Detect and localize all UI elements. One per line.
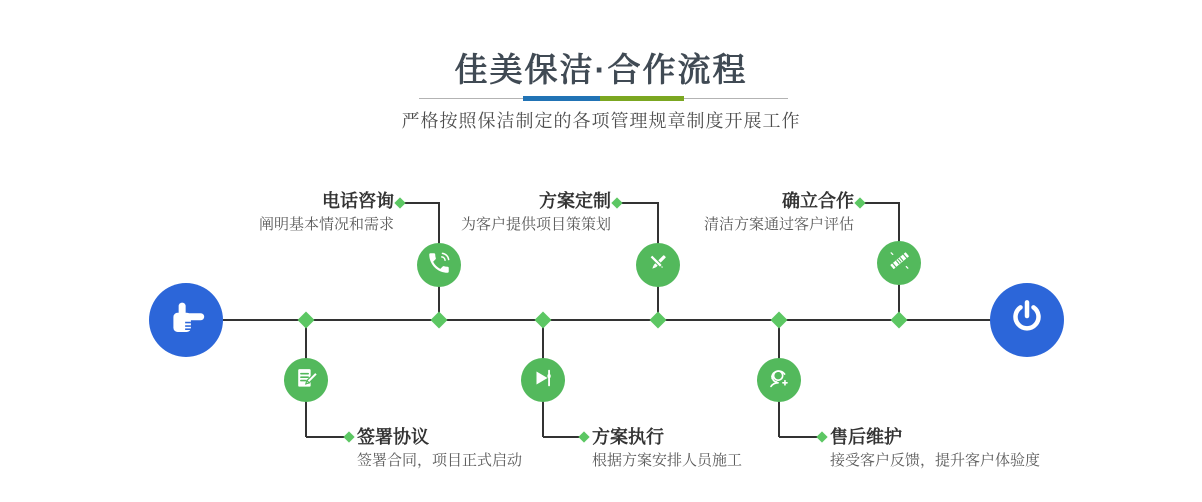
step-desc: 签署合同，项目正式启动 [357, 452, 523, 469]
start-node [149, 283, 223, 357]
contract-sign-icon [293, 365, 319, 396]
step-node-execute [521, 358, 565, 402]
step-desc: 阐明基本情况和需求 [258, 216, 394, 233]
step-title: 售后维护 [830, 427, 902, 447]
phone-icon [426, 250, 452, 281]
timeline-diamond [650, 312, 667, 329]
timeline-diamond [431, 312, 448, 329]
step-desc: 为客户提供项目策策划 [460, 216, 611, 233]
page-subtitle: 严格按照保洁制定的各项管理规章制度开展工作 [401, 111, 801, 131]
label-diamond [343, 431, 354, 442]
step-desc: 接受客户反馈，提升客户体验度 [830, 452, 1041, 469]
step-title: 方案执行 [592, 427, 664, 447]
divider-green-segment [600, 96, 684, 101]
step-node-aftersale [757, 358, 801, 402]
step-label-execute [592, 425, 742, 473]
timeline-diamond [891, 312, 908, 329]
timeline-diamond [298, 312, 315, 329]
step-label-phone [259, 189, 394, 237]
play-slider-icon [530, 365, 556, 396]
page-title: 佳美保洁·合作流程 [454, 51, 748, 88]
connector [617, 202, 658, 204]
step-label-aftersale [830, 425, 1040, 473]
step-node-handshake [877, 241, 921, 285]
step-desc: 清洁方案通过客户评估 [703, 216, 854, 233]
timeline-line [223, 319, 991, 321]
power-icon [1007, 298, 1047, 343]
step-label-handshake [704, 189, 854, 237]
step-title: 电话咨询 [322, 191, 394, 211]
divider-blue-segment [523, 96, 600, 101]
timeline-diamond [771, 312, 788, 329]
design-pencils-icon [645, 250, 671, 281]
step-title: 方案定制 [539, 191, 611, 211]
end-node [990, 283, 1064, 357]
step-title: 签署协议 [357, 427, 429, 447]
label-diamond [611, 197, 622, 208]
step-node-phone [417, 243, 461, 287]
customer-service-icon [766, 365, 792, 396]
timeline-diamond [535, 312, 552, 329]
label-diamond [578, 431, 589, 442]
step-label-design [461, 189, 611, 237]
label-diamond [854, 197, 865, 208]
label-diamond [394, 197, 405, 208]
pointing-hand-icon [165, 297, 207, 344]
step-node-contract [284, 358, 328, 402]
handshake-icon [886, 247, 913, 279]
step-label-contract [357, 425, 522, 473]
step-title: 确立合作 [782, 191, 854, 211]
step-desc: 根据方案安排人员施工 [592, 452, 743, 469]
label-diamond [816, 431, 827, 442]
step-node-design [636, 243, 680, 287]
title-divider [419, 95, 788, 101]
